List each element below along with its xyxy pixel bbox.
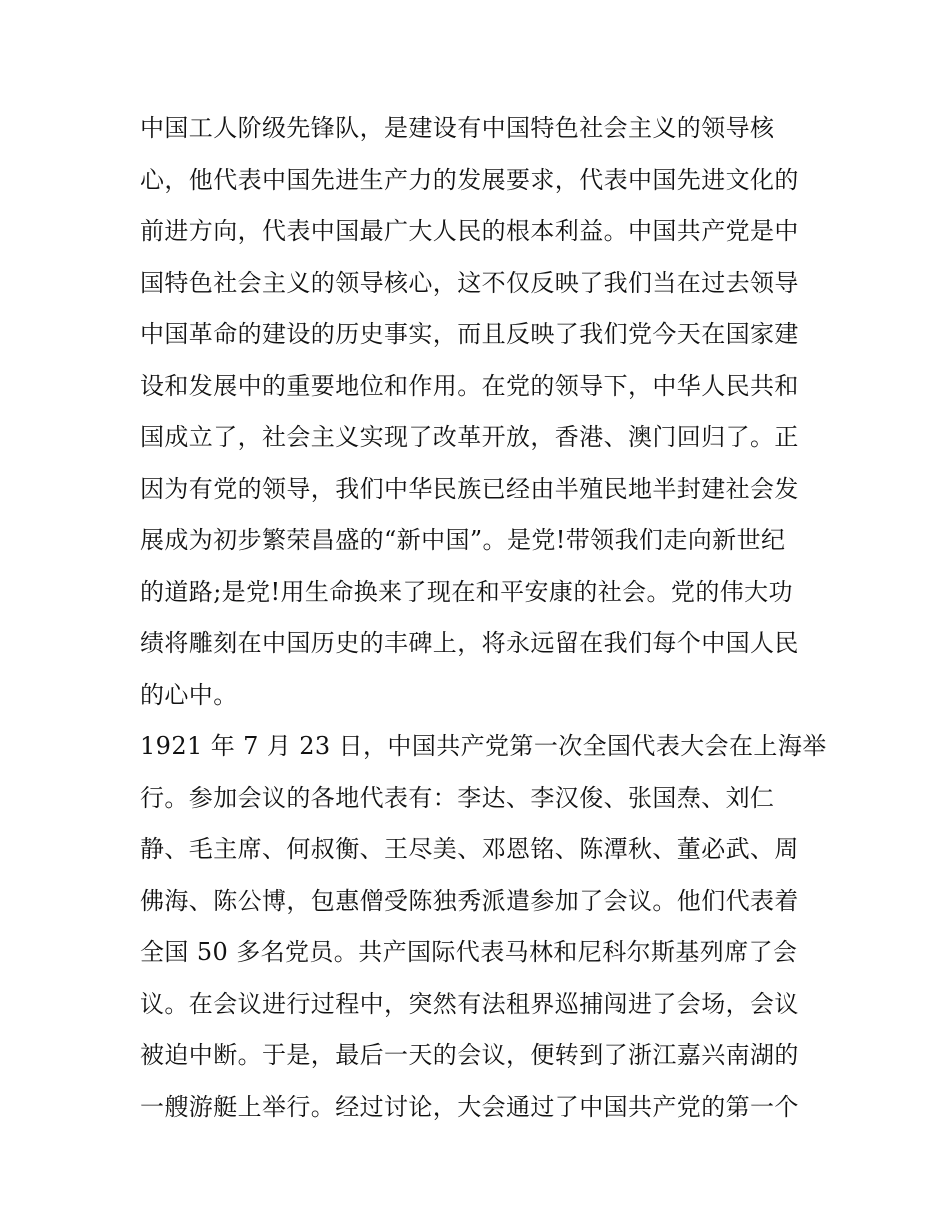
text-line: 设和发展中的重要地位和作用。在党的领导下，中华人民共和 (140, 371, 799, 400)
text-line: 中国工人阶级先锋队，是建设有中国特色社会主义的领导核 (140, 114, 775, 142)
text-line: 佛海、陈公博，包惠僧受陈独秀派遣参加了会议。他们代表着 (140, 886, 799, 915)
text-line: 的道路;是党!用生命换来了现在和平安康的社会。党的伟大功 (140, 577, 793, 606)
text-line: 静、毛主席、何叔衡、王尽美、邓恩铭、陈潭秋、董必武、周 (140, 835, 799, 863)
text-line: 绩将雕刻在中国历史的丰碑上，将永远留在我们每个中国人民 (140, 629, 799, 657)
text-line: 全国 50 多名党员。共产国际代表马林和尼科尔斯基列席了会 (140, 938, 798, 966)
text-line: 前进方向，代表中国最广大人民的根本利益。中国共产党是中 (140, 217, 799, 245)
text-line: 中国革命的建设的历史事实，而且反映了我们党今天在国家建 (140, 320, 799, 348)
paragraph-1 (140, 103, 820, 721)
text-line: 展成为初步繁荣昌盛的“新中国”。是党!带领我们走向新世纪 (140, 526, 786, 554)
text-line: 的心中。 (140, 680, 238, 709)
text-line: 国成立了，社会主义实现了改革开放，香港、澳门回归了。正 (140, 423, 799, 451)
text-line: 议。在会议进行过程中，突然有法租界巡捕闯进了会场，会议 (140, 989, 799, 1018)
text-line: 心，他代表中国先进生产力的发展要求，代表中国先进文化的 (140, 165, 799, 194)
text-line: 被迫中断。于是，最后一天的会议，便转到了浙江嘉兴南湖的 (140, 1041, 799, 1069)
text-line: 一艘游艇上举行。经过讨论，大会通过了中国共产党的第一个 (140, 1092, 799, 1121)
text-line: 国特色社会主义的领导核心，这不仅反映了我们当在过去领导 (140, 268, 799, 297)
document-body (140, 103, 827, 1133)
text-line: 因为有党的领导，我们中华民族已经由半殖民地半封建社会发 (140, 474, 799, 503)
text-line: 行。参加会议的各地代表有：李达、李汉俊、张国焘、刘仁 (140, 783, 775, 812)
text-line: 1921 年 7 月 23 日，中国共产党第一次全国代表大会在上海举 (140, 732, 827, 760)
paragraph-2 (140, 721, 827, 1133)
